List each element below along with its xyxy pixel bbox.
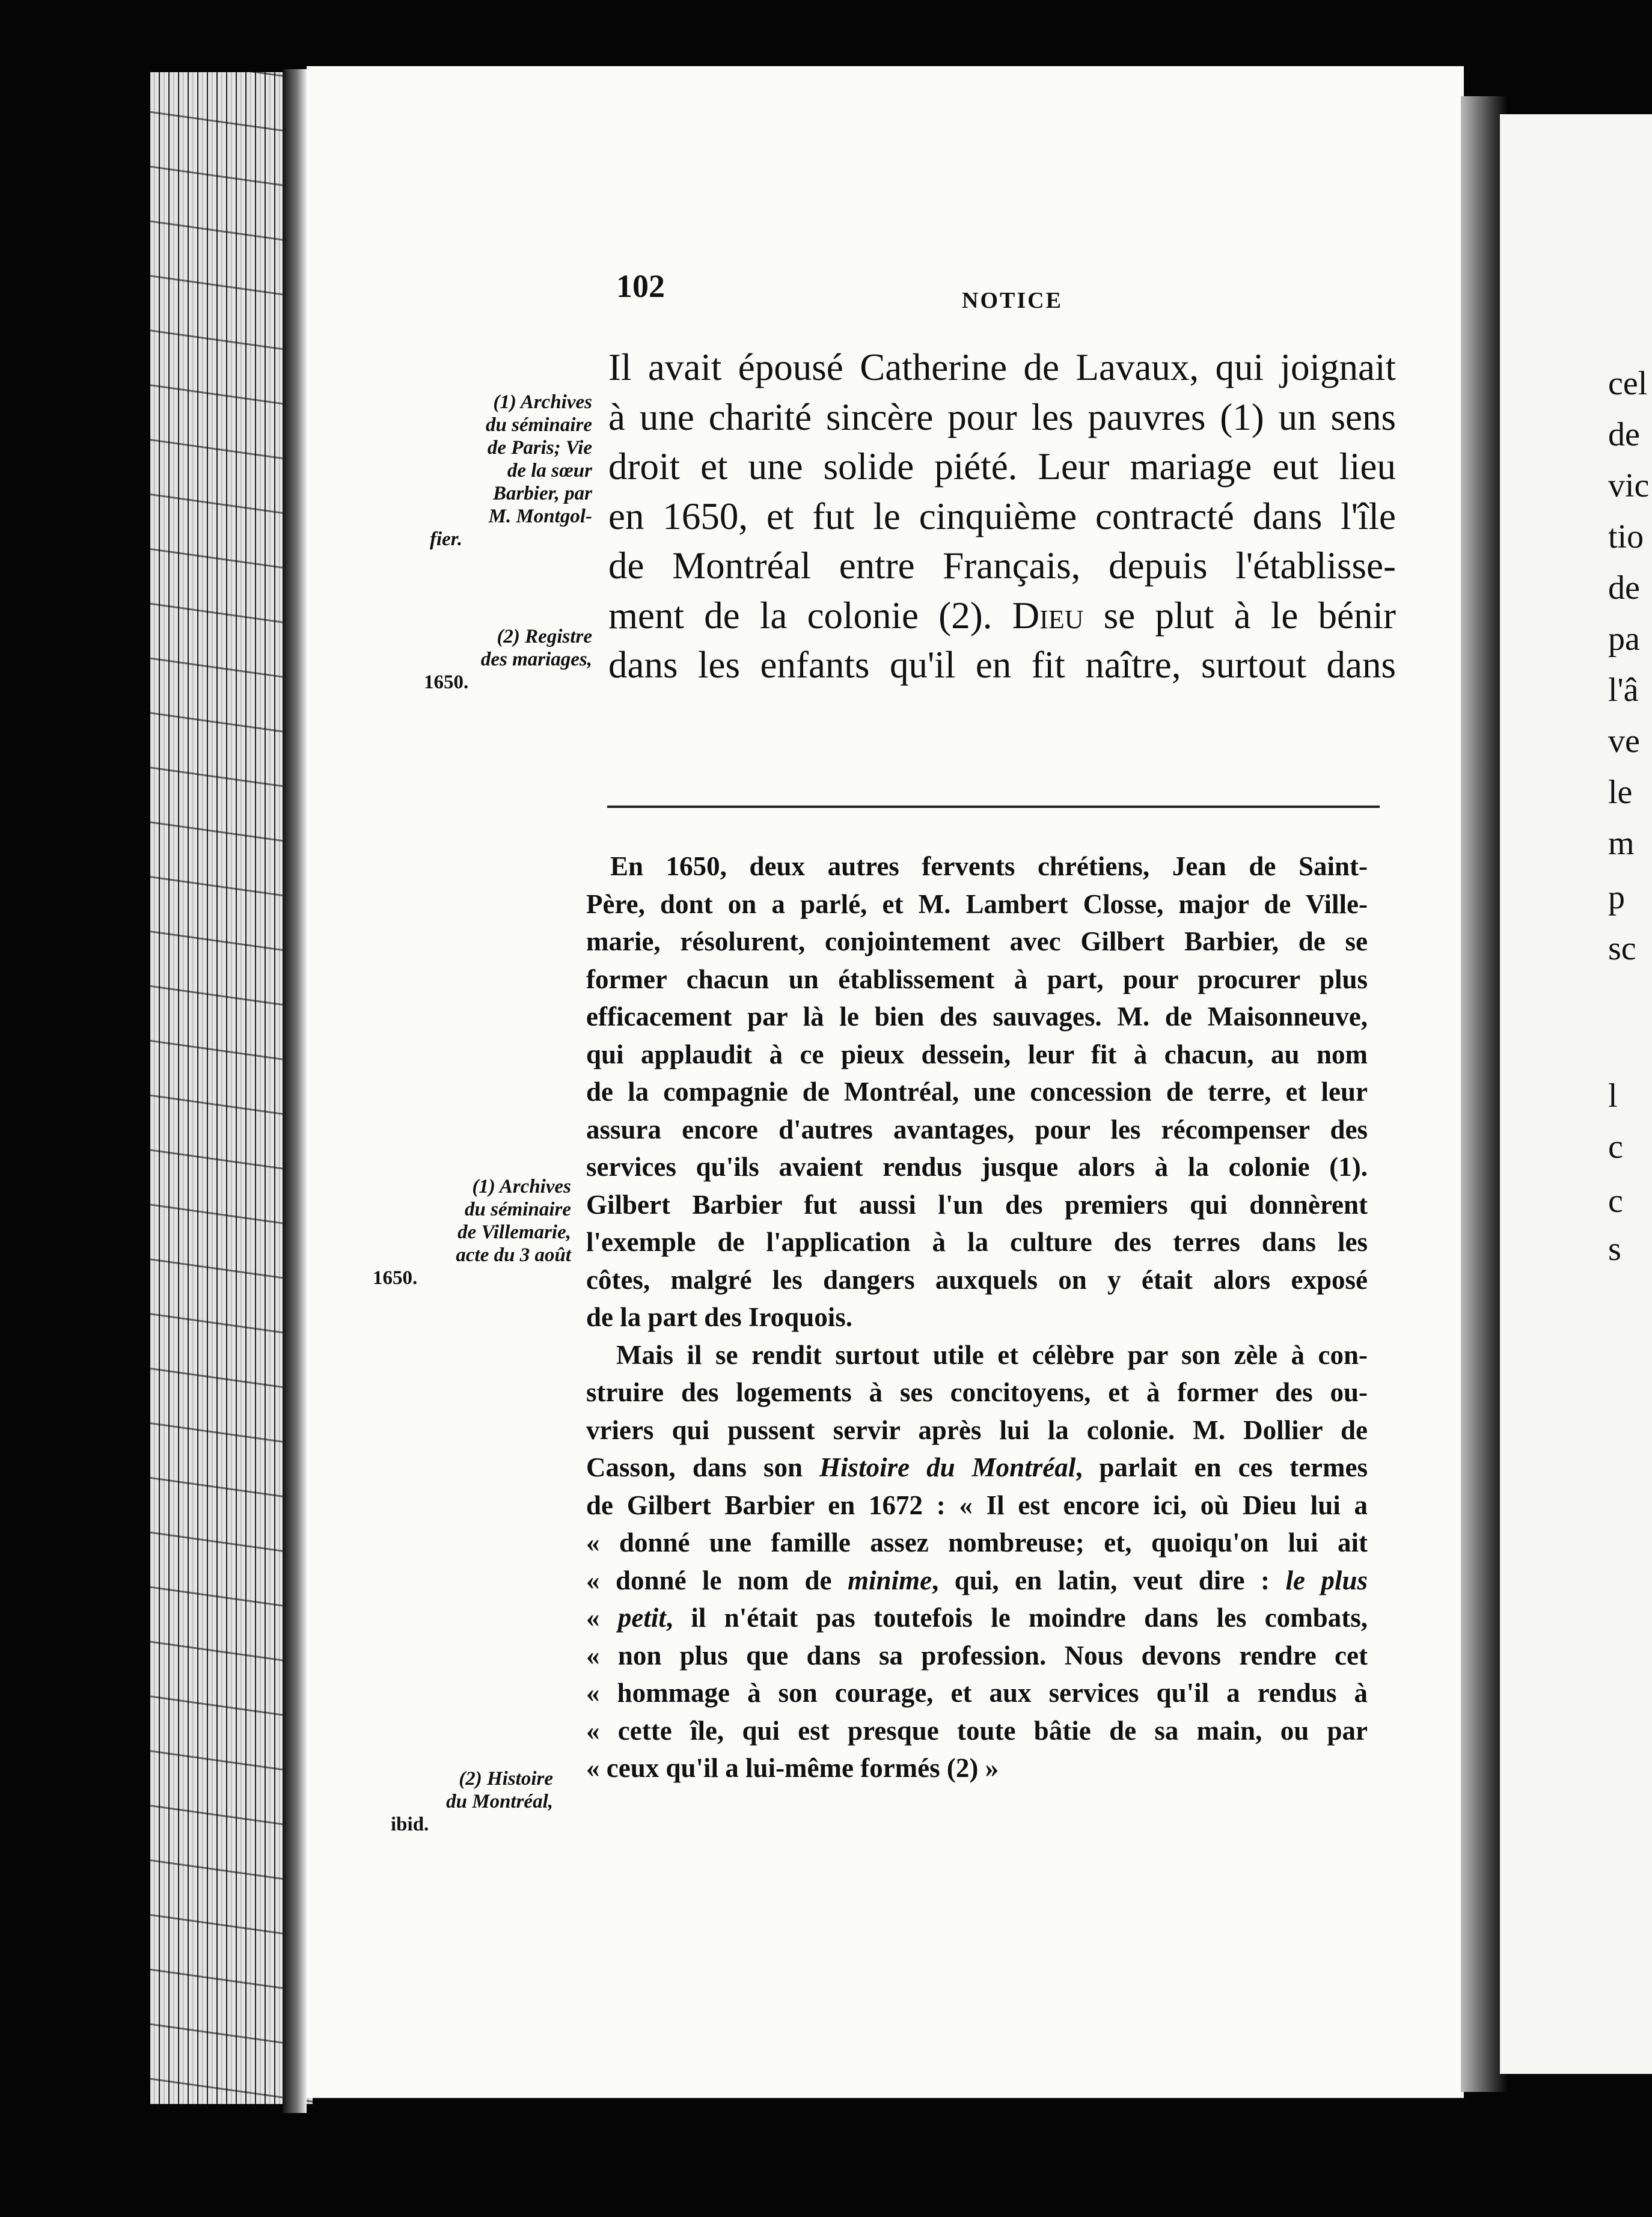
margin-note-line: de Paris; Vie xyxy=(487,437,592,459)
margin-note-line: de Villemarie, xyxy=(457,1222,571,1243)
text-line: dans les enfants qu'il en fit naître, surtout dans xyxy=(608,644,1396,686)
text-segment: , qui, en latin, veut dire : xyxy=(932,1565,1286,1595)
facing-page-fragment: s xyxy=(1608,1231,1621,1268)
facing-page-fragment: de xyxy=(1608,569,1640,607)
text-line xyxy=(586,1449,1368,1487)
margin-note-line: (1) Archives xyxy=(472,1176,571,1197)
margin-note-2 xyxy=(415,625,592,694)
text-line: « non plus que dans sa profession. Nous devons rendre cet xyxy=(586,1640,1368,1671)
facing-page-fragment: c xyxy=(1608,1182,1623,1220)
margin-note-line: 1650. xyxy=(424,671,469,693)
text-line: former chacun un établissement à part, pour procurer plus xyxy=(586,964,1368,994)
text-segment: ment de la colonie (2). xyxy=(608,594,1012,637)
margin-note-line: fier. xyxy=(430,528,463,550)
facing-page-fragment: p xyxy=(1608,879,1625,916)
text-segment: , parlait en ces termes xyxy=(1075,1452,1368,1482)
emphasis: petit xyxy=(617,1603,666,1633)
margin-note-line: 1650. xyxy=(373,1267,418,1289)
margin-note-line: de la sœur xyxy=(507,460,592,482)
facing-page-fragment: cel xyxy=(1608,365,1648,402)
facing-page-fragment: tio xyxy=(1608,518,1644,555)
text-line: côtes, malgré les dangers auxquels on y était alors exposé xyxy=(586,1264,1368,1295)
text-line: de la compagnie de Montréal, une concession de terre, et leur xyxy=(586,1077,1368,1107)
facing-page-fragment: c xyxy=(1608,1128,1623,1166)
text-segment: se plut à le bénir xyxy=(1083,594,1396,637)
book-title: Histoire du Montréal xyxy=(819,1452,1076,1482)
facing-page-fragment: m xyxy=(1608,825,1635,862)
text-line: en 1650, et fut le cinquième contracté dans l'île xyxy=(608,495,1396,537)
text-segment: « donné le nom de xyxy=(586,1565,848,1595)
margin-note-line: ibid. xyxy=(391,1814,429,1835)
margin-note-line: (2) Registre xyxy=(497,626,592,647)
text-line: « hommage à son courage, et aux services qu'il a rendus à xyxy=(586,1678,1368,1708)
facing-page-fragment: ve xyxy=(1608,723,1640,760)
margin-note-line: des mariages, xyxy=(480,649,592,670)
text-line: Gilbert Barbier fut aussi l'un des premiers qui donnèrent xyxy=(586,1189,1368,1220)
facing-page-fragment: de xyxy=(1608,416,1640,453)
text-line: Il avait épousé Catherine de Lavaux, qui joignait xyxy=(608,346,1396,388)
text-line: de Montréal entre Français, depuis l'établisse- xyxy=(608,545,1396,587)
margin-note-line: M. Montgol- xyxy=(488,506,592,527)
margin-note-line: du séminaire xyxy=(486,414,592,436)
text-line: de la part des Iroquois. xyxy=(586,1302,852,1332)
small-caps-word: Dieu xyxy=(1012,594,1084,637)
margin-note-4 xyxy=(373,1767,553,1836)
facing-page xyxy=(1500,114,1652,2074)
text-line: Père, dont on a parlé, et M. Lambert Closse, major de Ville- xyxy=(586,888,1368,919)
book-gutter-left xyxy=(283,69,307,2113)
page-number: 102 xyxy=(616,268,665,304)
text-line: « donné une famille assez nombreuse; et, quoiqu'on lui ait xyxy=(586,1527,1368,1558)
text-line: « ceux qu'il a lui-même formés (2) » xyxy=(586,1753,999,1783)
main-paragraph xyxy=(608,343,1396,690)
running-head: NOTICE xyxy=(962,288,1063,313)
text-line xyxy=(608,591,1396,641)
text-line xyxy=(586,1599,1368,1637)
text-line: struire des logements à ses concitoyens, et à former des ou- xyxy=(586,1377,1368,1407)
text-line: « cette île, qui est presque toute bâtie de sa main, ou par xyxy=(586,1715,1368,1746)
margin-note-3 xyxy=(373,1175,571,1289)
text-segment: « xyxy=(586,1603,618,1633)
facing-page-fragment: le xyxy=(1608,774,1633,811)
text-line: vriers qui pussent servir après lui la colonie. M. Dollier de xyxy=(586,1414,1368,1445)
emphasis: minime xyxy=(848,1565,932,1595)
text-line: qui applaudit à ce pieux dessein, leur fit à chacun, au nom xyxy=(586,1039,1368,1069)
facing-page-fragment: sc xyxy=(1608,930,1636,967)
margin-note-line: (1) Archives xyxy=(493,391,592,413)
text-line: efficacement par là le bien des sauvages. M. de Maisonneuve, xyxy=(586,1001,1368,1032)
text-line: assura encore d'autres avantages, pour les récompenser des xyxy=(586,1114,1368,1145)
margin-note-line: du séminaire xyxy=(465,1199,571,1220)
text-line: de Gilbert Barbier en 1672 : « Il est encore ici, où Dieu lui a xyxy=(586,1490,1368,1520)
margin-note-line: (2) Histoire xyxy=(459,1768,553,1790)
text-segment: , il n'était pas toutefois le moindre dans les combats, xyxy=(665,1603,1368,1633)
text-segment: Casson, dans son xyxy=(586,1452,820,1482)
facing-page-fragment: pa xyxy=(1608,620,1640,658)
margin-note-line: Barbier, par xyxy=(492,483,592,504)
facing-page-fragment: vic xyxy=(1608,467,1650,504)
margin-note-line: acte du 3 août xyxy=(456,1244,571,1266)
text-line: droit et une solide piété. Leur mariage eut lieu xyxy=(608,445,1396,488)
margin-note-1 xyxy=(415,391,592,551)
lower-text-block xyxy=(586,848,1368,1787)
text-line: marie, résolurent, conjointement avec Gilbert Barbier, de se xyxy=(586,926,1368,956)
text-line xyxy=(586,1562,1368,1600)
facing-page-fragment: l xyxy=(1608,1077,1618,1115)
text-line: Mais il se rendit surtout utile et célèbre par son zèle à con- xyxy=(616,1339,1368,1370)
section-divider xyxy=(607,806,1380,808)
text-line: à une charité sincère pour les pauvres (1) un sens xyxy=(608,396,1396,438)
text-line: services qu'ils avaient rendus jusque alors à la colonie (1). xyxy=(586,1152,1368,1182)
text-line: En 1650, deux autres fervents chrétiens, Jean de Saint- xyxy=(610,851,1368,881)
emphasis: le plus xyxy=(1285,1565,1368,1595)
facing-page-fragment: l'â xyxy=(1608,671,1639,709)
text-line: l'exemple de l'application à la culture des terres dans les xyxy=(586,1227,1368,1257)
margin-note-line: du Montréal, xyxy=(446,1791,553,1812)
